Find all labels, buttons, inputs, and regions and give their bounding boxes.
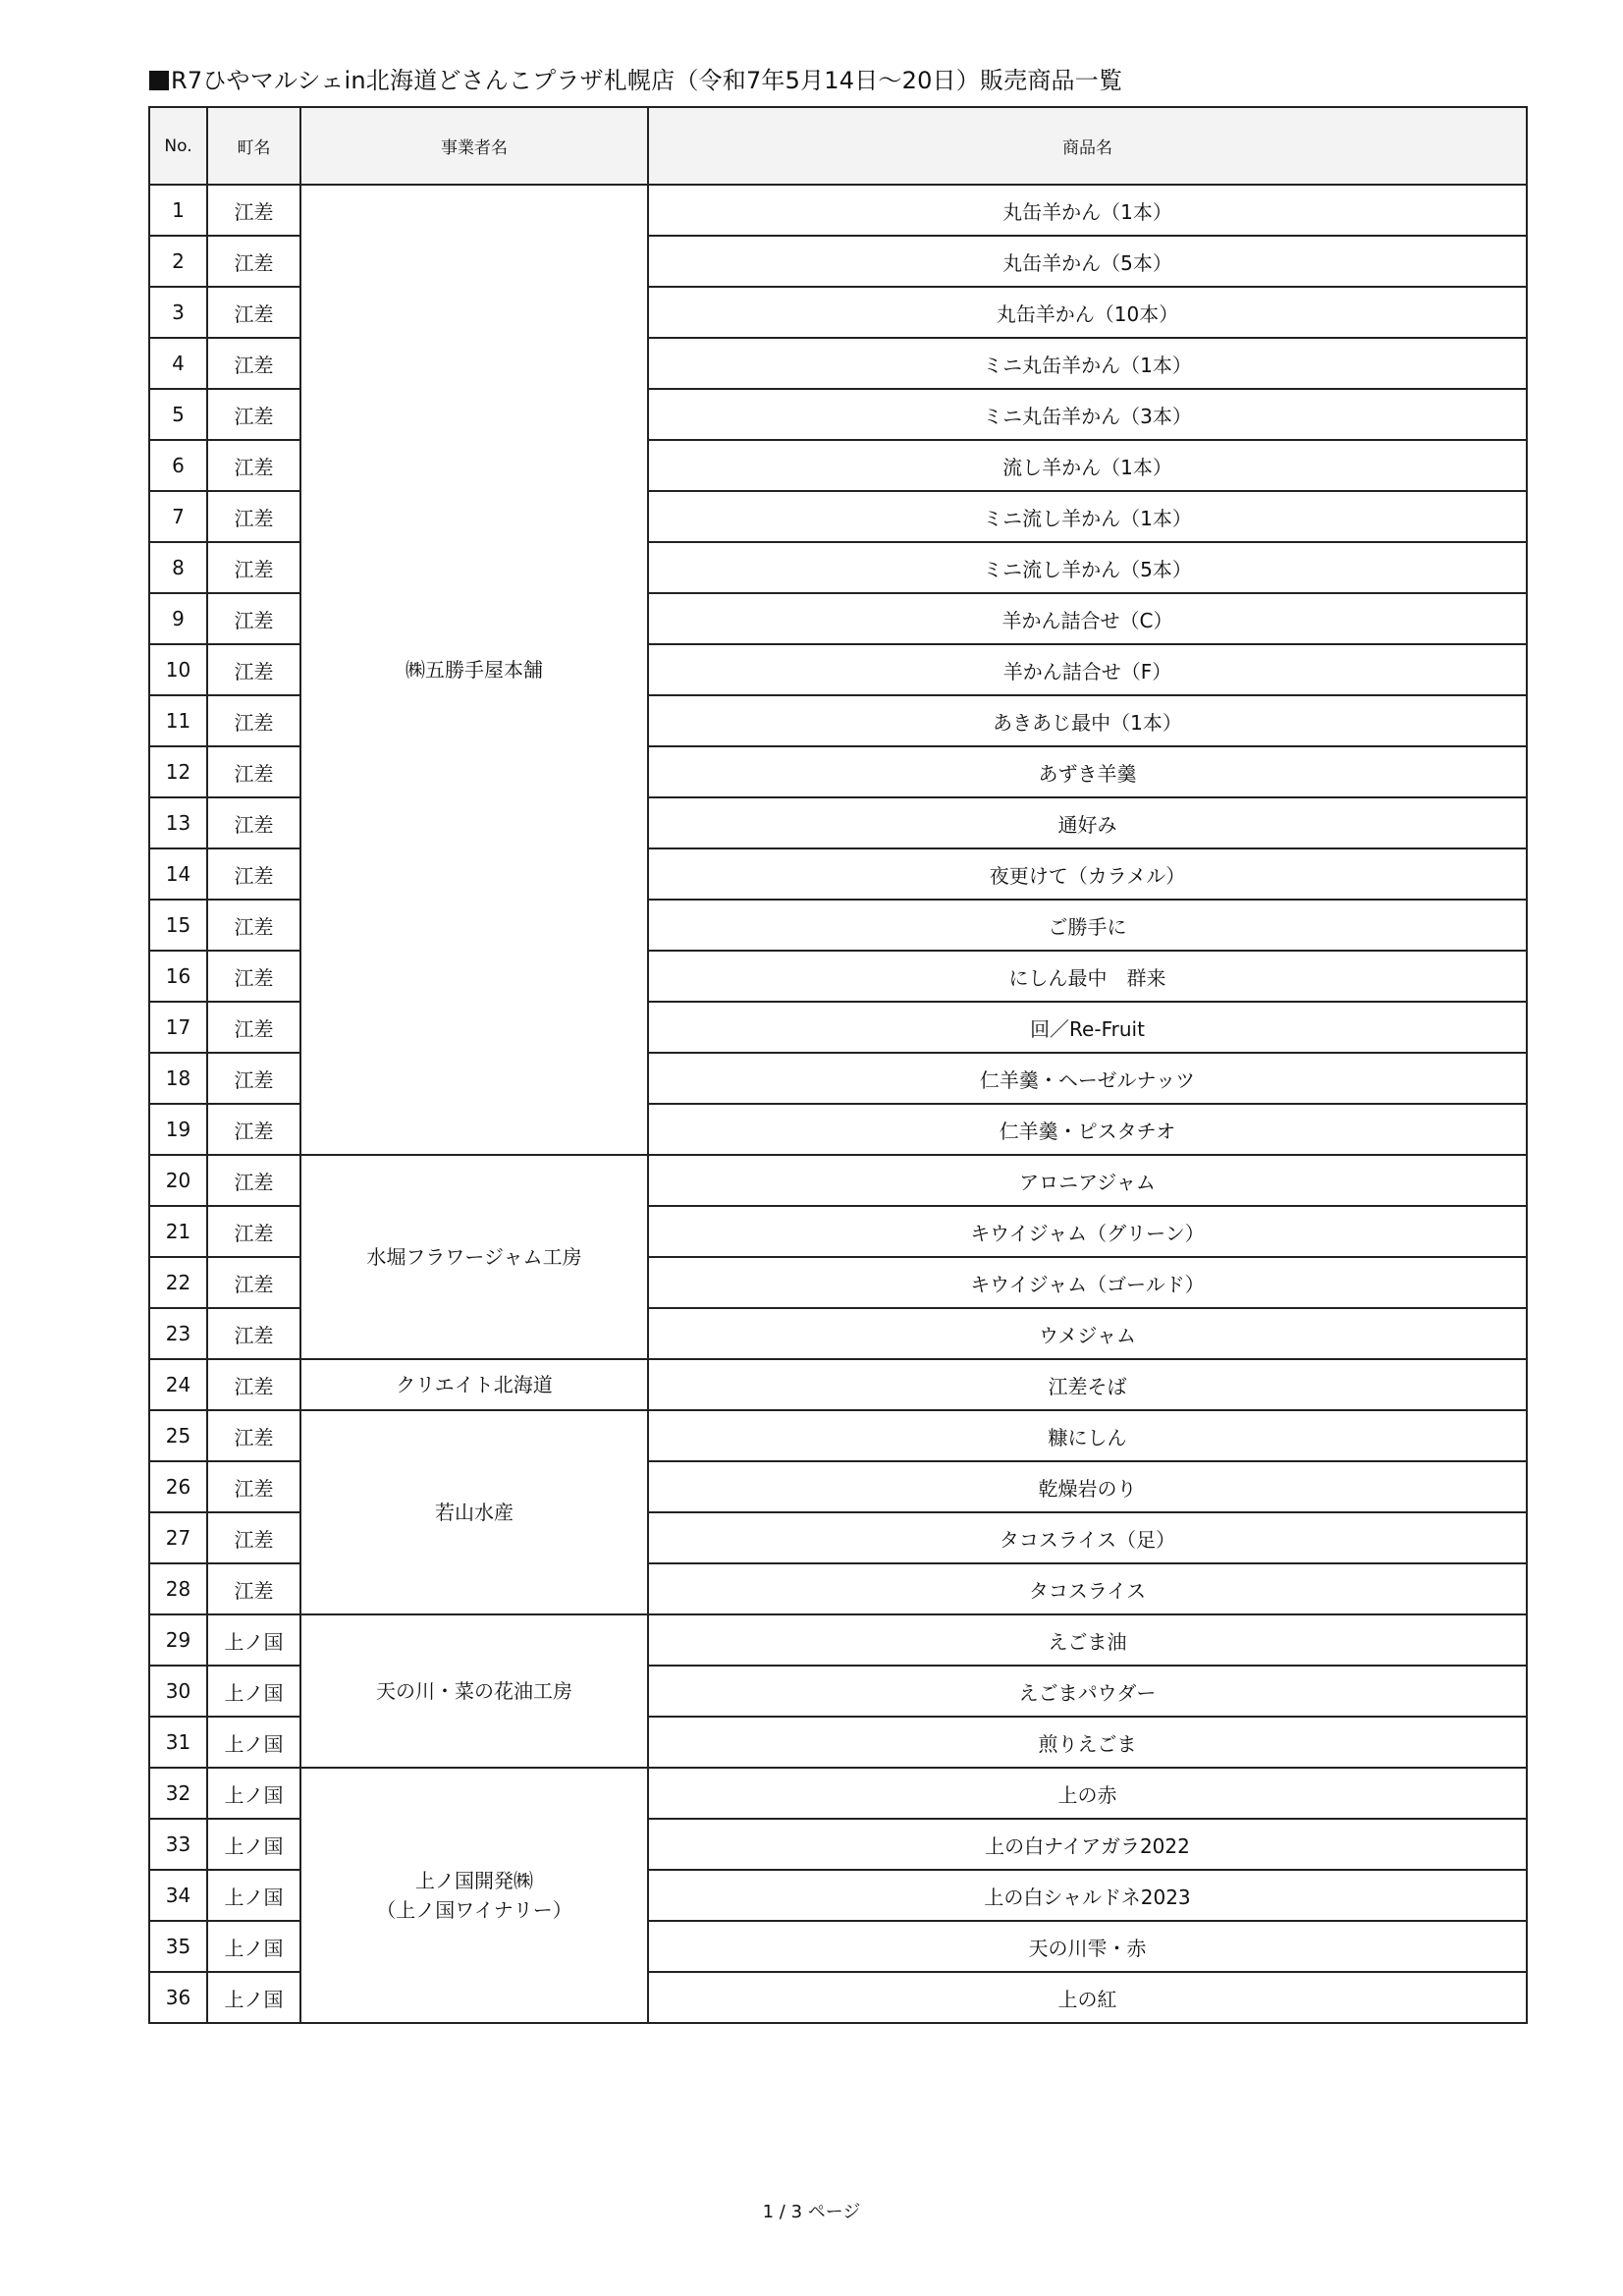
cell-product: 江差そば — [648, 1359, 1527, 1410]
header-town: 町名 — [207, 107, 300, 185]
business-name: 若山水産 — [435, 1501, 514, 1524]
cell-product: 上の白ナイアガラ2022 — [648, 1819, 1527, 1870]
cell-town: 江差 — [207, 900, 300, 951]
cell-no: 28 — [149, 1563, 207, 1614]
cell-business — [300, 1410, 648, 1614]
header-product: 商品名 — [648, 107, 1527, 185]
cell-town: 江差 — [207, 848, 300, 900]
cell-product: あずき羊羹 — [648, 746, 1527, 797]
cell-town: 上ノ国 — [207, 1768, 300, 1819]
cell-no: 6 — [149, 440, 207, 491]
cell-town: 上ノ国 — [207, 1921, 300, 1972]
cell-business — [300, 185, 648, 1155]
cell-no: 22 — [149, 1257, 207, 1308]
cell-no: 19 — [149, 1104, 207, 1155]
product-table — [148, 106, 1528, 2024]
cell-town: 江差 — [207, 1410, 300, 1461]
cell-no: 1 — [149, 185, 207, 236]
cell-business — [300, 1768, 648, 2023]
cell-product: 上の紅 — [648, 1972, 1527, 2023]
table-row — [149, 1359, 1527, 1410]
cell-town: 江差 — [207, 1155, 300, 1206]
cell-product: タコスライス（足） — [648, 1512, 1527, 1563]
cell-product: えごま油 — [648, 1614, 1527, 1666]
cell-town: 江差 — [207, 593, 300, 644]
cell-product: にしん最中 群来 — [648, 951, 1527, 1002]
cell-no: 17 — [149, 1002, 207, 1053]
cell-no: 4 — [149, 338, 207, 389]
cell-product: ミニ流し羊かん（1本） — [648, 491, 1527, 542]
cell-product: あきあじ最中（1本） — [648, 695, 1527, 746]
cell-product: 羊かん詰合せ（C） — [648, 593, 1527, 644]
cell-product: 乾燥岩のり — [648, 1461, 1527, 1512]
table-row — [149, 1410, 1527, 1461]
cell-town: 江差 — [207, 236, 300, 287]
cell-town: 江差 — [207, 644, 300, 695]
cell-town: 江差 — [207, 1257, 300, 1308]
cell-no: 29 — [149, 1614, 207, 1666]
cell-product: ミニ丸缶羊かん（1本） — [648, 338, 1527, 389]
cell-town: 江差 — [207, 1461, 300, 1512]
cell-town: 江差 — [207, 797, 300, 848]
cell-town: 江差 — [207, 440, 300, 491]
table-row — [149, 185, 1527, 236]
cell-town: 江差 — [207, 491, 300, 542]
cell-town: 上ノ国 — [207, 1870, 300, 1921]
cell-town: 江差 — [207, 389, 300, 440]
cell-no: 26 — [149, 1461, 207, 1512]
cell-product: ウメジャム — [648, 1308, 1527, 1359]
cell-product: 回／Re-Fruit — [648, 1002, 1527, 1053]
cell-town: 江差 — [207, 1308, 300, 1359]
page-number: 1 / 3 ページ — [762, 2202, 861, 2222]
cell-no: 35 — [149, 1921, 207, 1972]
business-name: 上ノ国開発㈱ — [415, 1869, 533, 1892]
cell-town: 江差 — [207, 542, 300, 593]
cell-town: 江差 — [207, 951, 300, 1002]
cell-product: タコスライス — [648, 1563, 1527, 1614]
cell-town: 江差 — [207, 338, 300, 389]
cell-product: ご勝手に — [648, 900, 1527, 951]
cell-town: 上ノ国 — [207, 1666, 300, 1717]
cell-town: 江差 — [207, 1206, 300, 1257]
cell-product: 上の白シャルドネ2023 — [648, 1870, 1527, 1921]
cell-town: 江差 — [207, 1512, 300, 1563]
cell-product: ミニ流し羊かん（5本） — [648, 542, 1527, 593]
table-row — [149, 1155, 1527, 1206]
cell-no: 16 — [149, 951, 207, 1002]
cell-town: 上ノ国 — [207, 1614, 300, 1666]
cell-town: 上ノ国 — [207, 1972, 300, 2023]
cell-product: 通好み — [648, 797, 1527, 848]
cell-no: 14 — [149, 848, 207, 900]
cell-product: 羊かん詰合せ（F） — [648, 644, 1527, 695]
header-no: No. — [149, 107, 207, 185]
cell-no: 34 — [149, 1870, 207, 1921]
cell-product: 煎りえごま — [648, 1717, 1527, 1768]
cell-town: 江差 — [207, 1002, 300, 1053]
business-name: 天の川・菜の花油工房 — [376, 1679, 572, 1703]
cell-no: 24 — [149, 1359, 207, 1410]
cell-product: 仁羊羹・ピスタチオ — [648, 1104, 1527, 1155]
cell-product: 夜更けて（カラメル） — [648, 848, 1527, 900]
cell-product: 糠にしん — [648, 1410, 1527, 1461]
cell-no: 20 — [149, 1155, 207, 1206]
cell-product: 流し羊かん（1本） — [648, 440, 1527, 491]
cell-no: 25 — [149, 1410, 207, 1461]
cell-no: 27 — [149, 1512, 207, 1563]
cell-town: 江差 — [207, 287, 300, 338]
cell-product: えごまパウダー — [648, 1666, 1527, 1717]
page-title-text: R7ひやマルシェin北海道どさんこプラザ札幌店（令和7年5月14日～20日）販売商品一覧 — [171, 67, 1123, 94]
header-business: 事業者名 — [300, 107, 648, 185]
cell-no: 30 — [149, 1666, 207, 1717]
table-row — [149, 1768, 1527, 1819]
cell-no: 21 — [149, 1206, 207, 1257]
cell-no: 33 — [149, 1819, 207, 1870]
cell-no: 7 — [149, 491, 207, 542]
cell-business — [300, 1614, 648, 1768]
cell-no: 2 — [149, 236, 207, 287]
cell-town: 上ノ国 — [207, 1819, 300, 1870]
cell-product: 丸缶羊かん（1本） — [648, 185, 1527, 236]
cell-no: 8 — [149, 542, 207, 593]
cell-no: 5 — [149, 389, 207, 440]
cell-product: 上の赤 — [648, 1768, 1527, 1819]
cell-no: 18 — [149, 1053, 207, 1104]
cell-town: 上ノ国 — [207, 1717, 300, 1768]
cell-no: 23 — [149, 1308, 207, 1359]
cell-no: 15 — [149, 900, 207, 951]
cell-town: 江差 — [207, 1053, 300, 1104]
cell-product: キウイジャム（ゴールド） — [648, 1257, 1527, 1308]
cell-product: 仁羊羹・ヘーゼルナッツ — [648, 1053, 1527, 1104]
cell-no: 31 — [149, 1717, 207, 1768]
cell-product: 丸缶羊かん（5本） — [648, 236, 1527, 287]
cell-product: キウイジャム（グリーン） — [648, 1206, 1527, 1257]
business-name: 水堀フラワージャム工房 — [366, 1245, 582, 1269]
business-name: クリエイト北海道 — [396, 1373, 553, 1396]
cell-no: 12 — [149, 746, 207, 797]
cell-business — [300, 1155, 648, 1359]
cell-no: 13 — [149, 797, 207, 848]
page-title — [149, 61, 1122, 95]
square-bullet-icon — [149, 71, 169, 90]
cell-no: 36 — [149, 1972, 207, 2023]
table-row — [149, 1614, 1527, 1666]
cell-no: 32 — [149, 1768, 207, 1819]
table-body — [149, 185, 1527, 2023]
table-header-row — [149, 107, 1527, 185]
cell-town: 江差 — [207, 746, 300, 797]
cell-no: 9 — [149, 593, 207, 644]
cell-no: 11 — [149, 695, 207, 746]
cell-product: アロニアジャム — [648, 1155, 1527, 1206]
cell-product: 天の川雫・赤 — [648, 1921, 1527, 1972]
cell-business — [300, 1359, 648, 1410]
cell-town: 江差 — [207, 1359, 300, 1410]
business-subname: （上ノ国ワイナリー） — [376, 1898, 572, 1922]
cell-town: 江差 — [207, 185, 300, 236]
cell-product: 丸缶羊かん（10本） — [648, 287, 1527, 338]
business-name: ㈱五勝手屋本舗 — [406, 658, 543, 682]
cell-product: ミニ丸缶羊かん（3本） — [648, 389, 1527, 440]
cell-no: 10 — [149, 644, 207, 695]
cell-no: 3 — [149, 287, 207, 338]
cell-town: 江差 — [207, 1104, 300, 1155]
cell-town: 江差 — [207, 695, 300, 746]
cell-town: 江差 — [207, 1563, 300, 1614]
